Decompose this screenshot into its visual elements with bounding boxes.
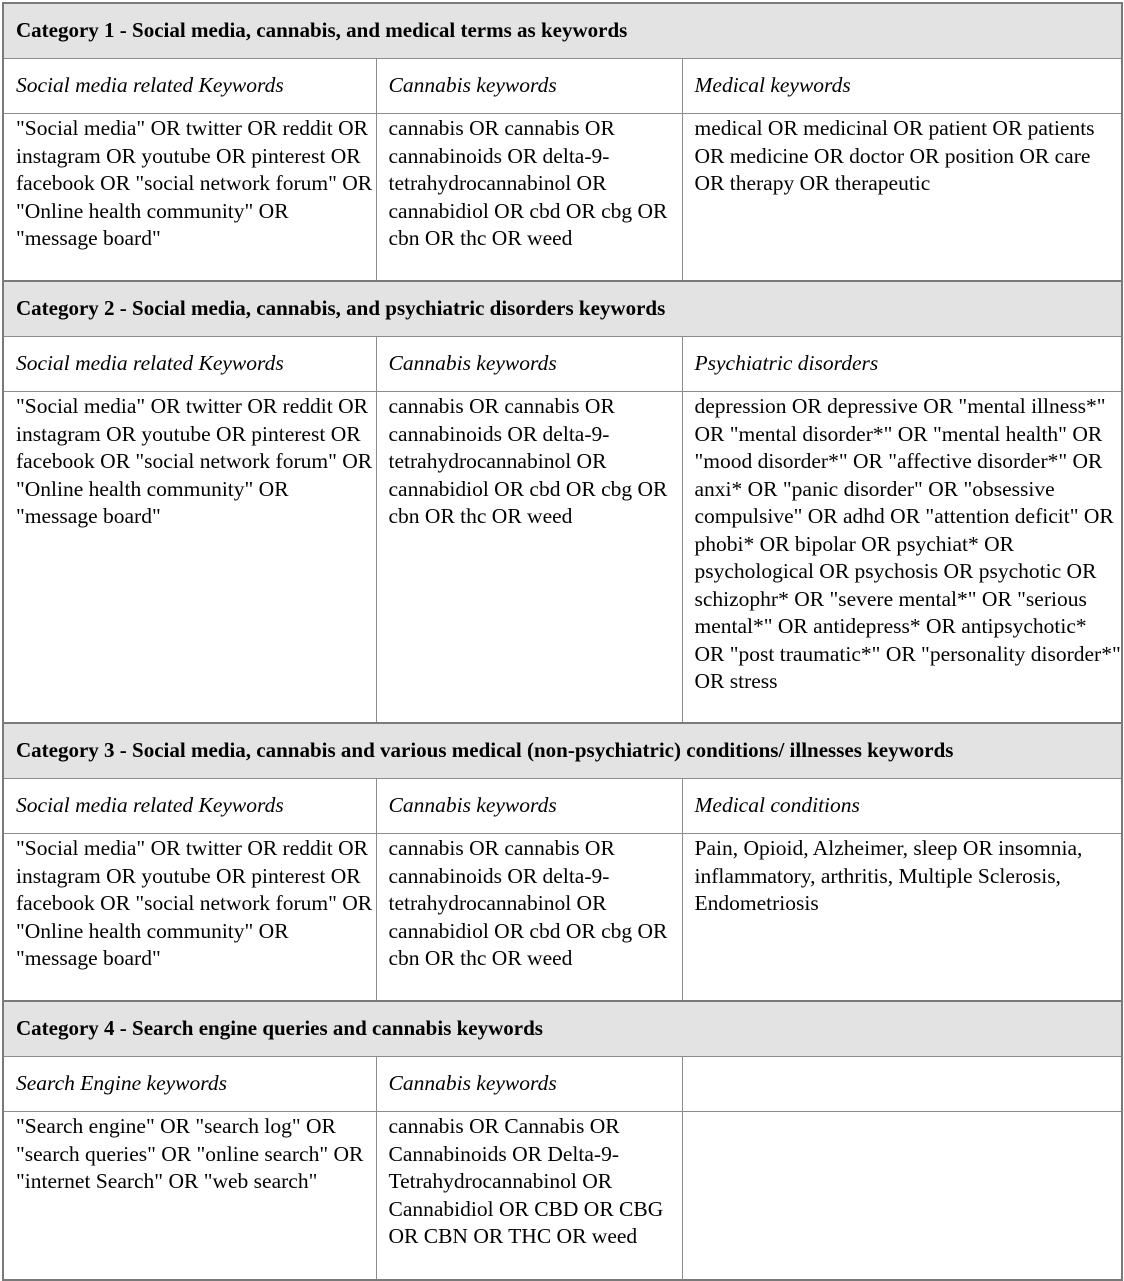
column-header: Psychiatric disorders [682,337,1122,392]
column-header-empty [682,1057,1122,1112]
category-title: Category 2 - Social media, cannabis, and psychiatric disorders keywords [3,281,1122,337]
keywords-cell: "Social media" OR twitter OR reddit OR instagram OR youtube OR pinterest OR facebook OR "social network forum" OR "Online health community" OR "message board" [3,114,376,282]
category-row [3,1001,1122,1057]
header-row [3,59,1122,114]
keywords-cell: "Social media" OR twitter OR reddit OR instagram OR youtube OR pinterest OR facebook OR "social network forum" OR "Online health community" OR "message board" [3,834,376,1002]
keywords-cell: cannabis OR cannabis OR cannabinoids OR delta-9-tetrahydrocannabinol OR cannabidiol OR cbd OR cbg OR cbn OR thc OR weed [376,114,682,282]
column-header: Cannabis keywords [376,1057,682,1112]
keywords-row [3,1112,1122,1281]
keywords-cell: cannabis OR Cannabis OR Cannabinoids OR Delta-9-Tetrahydrocannabinol OR Cannabidiol OR CBD OR CBG OR CBN OR THC OR weed [376,1112,682,1281]
column-header: Cannabis keywords [376,337,682,392]
column-header: Social media related Keywords [3,59,376,114]
column-header: Social media related Keywords [3,779,376,834]
header-row [3,337,1122,392]
keywords-cell: "Search engine" OR "search log" OR "search queries" OR "online search" OR "internet Search" OR "web search" [3,1112,376,1281]
keywords-cell: "Social media" OR twitter OR reddit OR instagram OR youtube OR pinterest OR facebook OR "social network forum" OR "Online health community" OR "message board" [3,392,376,724]
column-header: Medical conditions [682,779,1122,834]
keywords-cell: cannabis OR cannabis OR cannabinoids OR delta-9-tetrahydrocannabinol OR cannabidiol OR cbd OR cbg OR cbn OR thc OR weed [376,834,682,1002]
keywords-table [2,2,1123,1281]
keywords-row [3,392,1122,724]
category-row [3,3,1122,59]
keywords-cell: Pain, Opioid, Alzheimer, sleep OR insomnia, inflammatory, arthritis, Multiple Sclerosis, Endometriosis [682,834,1122,1002]
column-header: Social media related Keywords [3,337,376,392]
column-header: Search Engine keywords [3,1057,376,1112]
category-title: Category 3 - Social media, cannabis and various medical (non-psychiatric) conditions/ illnesses keywords [3,723,1122,779]
keywords-cell: depression OR depressive OR "mental illness*" OR "mental disorder*" OR "mental health" OR "mood disorder*" OR "affective disorder*" OR anxi* OR "panic disorder" OR "obsessive compulsive" OR adhd OR "attention deficit" OR phobi* OR bipolar OR psychiat* OR psychological OR psychosis OR psychotic OR schizophr* OR "severe mental*" OR "serious mental*" OR antidepress* OR antipsychotic* OR "post traumatic*" OR "personality disorder*" OR stress [682,392,1122,724]
column-header: Cannabis keywords [376,59,682,114]
category-row [3,281,1122,337]
keywords-cell-empty [682,1112,1122,1281]
column-header: Medical keywords [682,59,1122,114]
keywords-cell: cannabis OR cannabis OR cannabinoids OR delta-9-tetrahydrocannabinol OR cannabidiol OR cbd OR cbg OR cbn OR thc OR weed [376,392,682,724]
keywords-row [3,114,1122,282]
header-row [3,1057,1122,1112]
column-header: Cannabis keywords [376,779,682,834]
category-title: Category 4 - Search engine queries and cannabis keywords [3,1001,1122,1057]
category-title: Category 1 - Social media, cannabis, and medical terms as keywords [3,3,1122,59]
keywords-row [3,834,1122,1002]
keywords-cell: medical OR medicinal OR patient OR patients OR medicine OR doctor OR position OR care OR therapy OR therapeutic [682,114,1122,282]
category-row [3,723,1122,779]
header-row [3,779,1122,834]
